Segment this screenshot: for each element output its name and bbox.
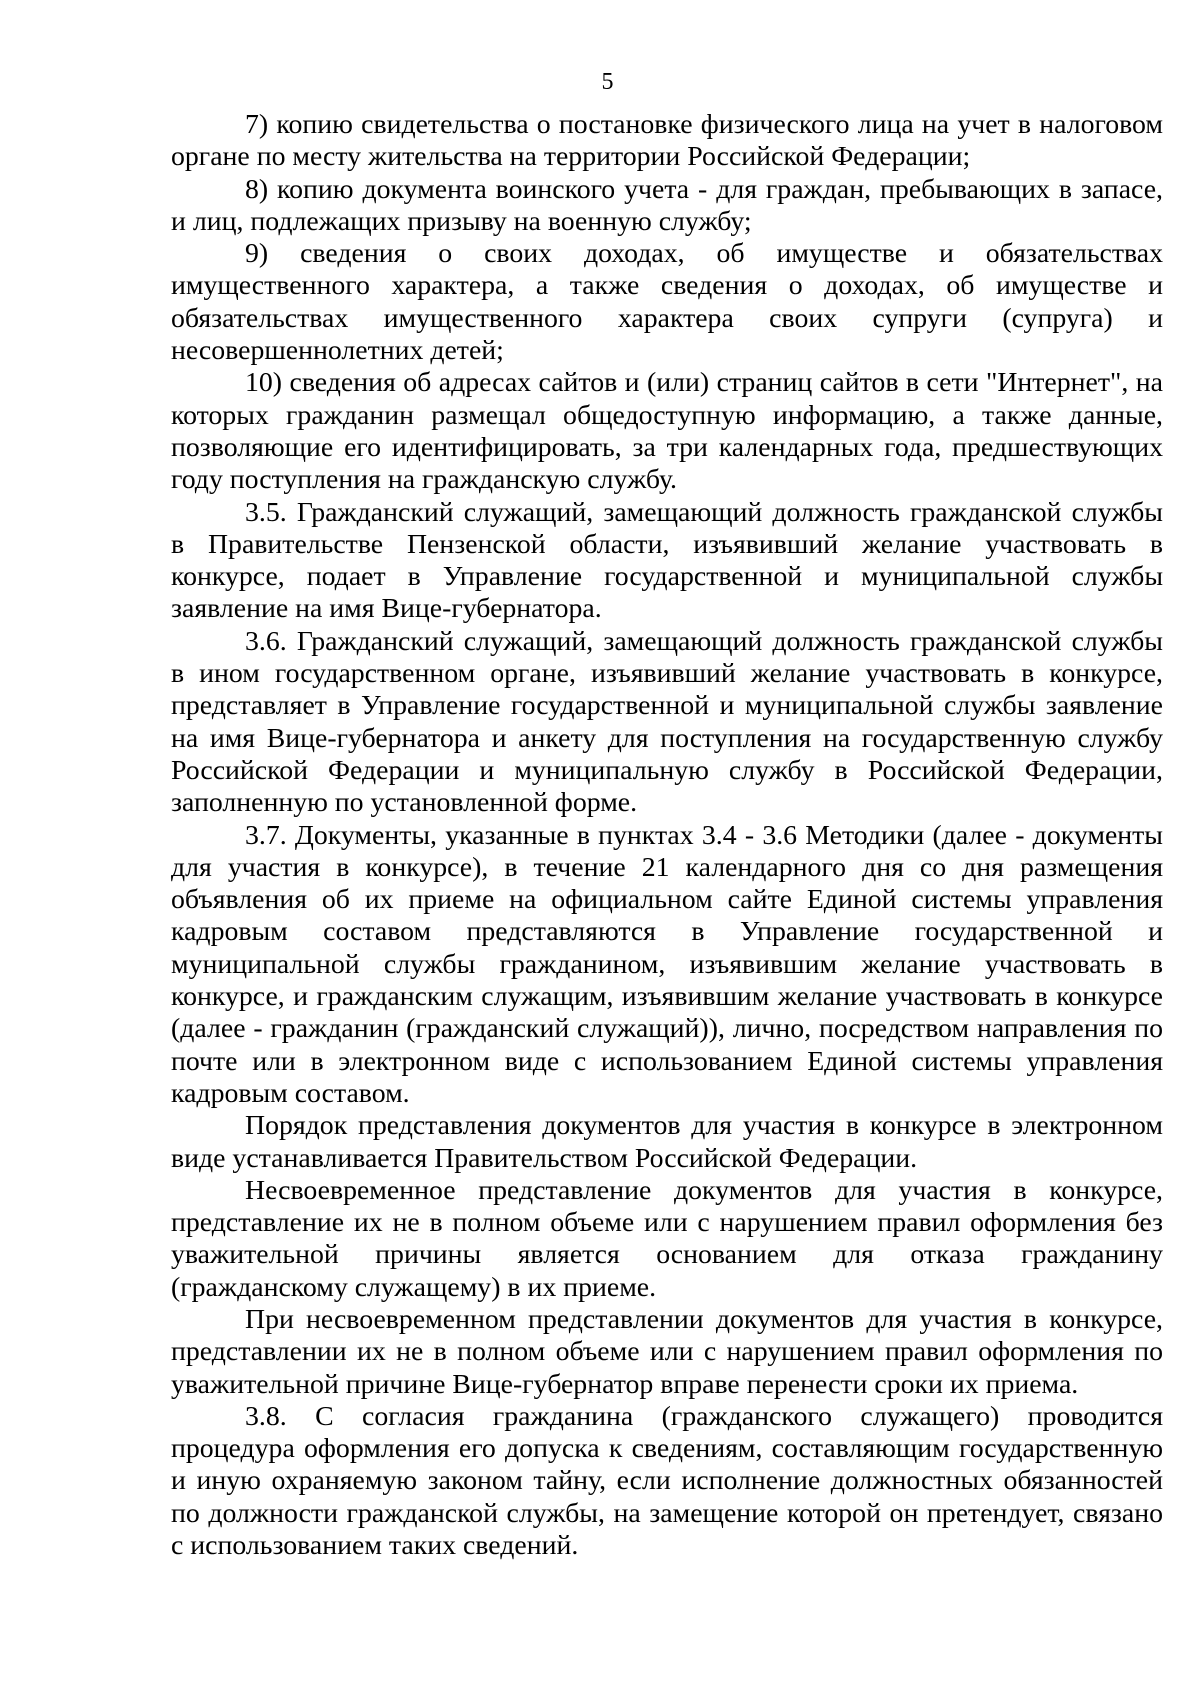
paragraph-late-submission: Несвоевременное представление документов для участия в конкурсе, представление их не в полном объеме или с нарушением правил оформления без уважительной причины является основанием для отказа гражданину (гражданскому служащему) в их приеме. bbox=[171, 1174, 1163, 1303]
paragraph-item-8: 8) копию документа воинского учета - для граждан, пребывающих в запасе, и лиц, подлежащих призыву на военную службу; bbox=[171, 173, 1163, 237]
paragraph-3-8: 3.8. С согласия гражданина (гражданского служащего) проводится процедура оформления его допуска к сведениям, составляющим государственную и иную охраняемую законом тайну, если исполнение должностных обязанностей по должности гражданской службы, на замещение которой он претендует, связано с использованием таких сведений. bbox=[171, 1400, 1163, 1562]
paragraph-item-10: 10) сведения об адресах сайтов и (или) страниц сайтов в сети "Интернет", на которых гражданин размещал общедоступную информацию, а также данные, позволяющие его идентифицировать, за три календарных года, предшествующих году поступления на гражданскую службу. bbox=[171, 367, 1163, 496]
paragraph-item-7: 7) копию свидетельства о постановке физического лица на учет в налоговом органе по месту жительства на территории Российской Федерации; bbox=[171, 109, 1163, 173]
paragraph-3-7: 3.7. Документы, указанные в пунктах 3.4 - 3.6 Методики (далее - документы для участия в конкурсе), в течение 21 календарного дня со дня размещения объявления об их приеме на официальном сайте Единой системы управления кадровым составом представляются в Управление государственной и муниципальной службы гражданином, изъявившим желание участвовать в конкурсе, и гражданским служащим, изъявившим желание участвовать в конкурсе (далее - гражданин (гражданский служащий)), лично, посредством направления по почте или в электронном виде с использованием Единой системы управления кадровым составом. bbox=[171, 819, 1163, 1109]
body-text bbox=[171, 109, 1163, 1562]
paragraph-item-9: 9) сведения о своих доходах, об имуществе и обязательствах имущественного характера, а также сведения о доходах, об имуществе и обязательствах имущественного характера своих супруги (супруга) и несовершеннолетних детей; bbox=[171, 238, 1163, 367]
paragraph-electronic-order: Порядок представления документов для участия в конкурсе в электронном виде устанавливается Правительством Российской Федерации. bbox=[171, 1110, 1163, 1174]
paragraph-deadline-extension: При несвоевременном представлении документов для участия в конкурсе, представлении их не в полном объеме или с нарушением правил оформления по уважительной причине Вице-губернатор вправе перенести сроки их приема. bbox=[171, 1303, 1163, 1400]
page-number: 5 bbox=[601, 69, 614, 95]
paragraph-3-5: 3.5. Гражданский служащий, замещающий должность гражданской службы в Правительстве Пензенской области, изъявивший желание участвовать в конкурсе, подает в Управление государственной и муниципальной службы заявление на имя Вице-губернатора. bbox=[171, 496, 1163, 625]
paragraph-3-6: 3.6. Гражданский служащий, замещающий должность гражданской службы в ином государственном органе, изъявивший желание участвовать в конкурсе, представляет в Управление государственной и муниципальной службы заявление на имя Вице-губернатора и анкету для поступления на государственную службу Российской Федерации и муниципальную службу в Российской Федерации, заполненную по установленной форме. bbox=[171, 625, 1163, 819]
